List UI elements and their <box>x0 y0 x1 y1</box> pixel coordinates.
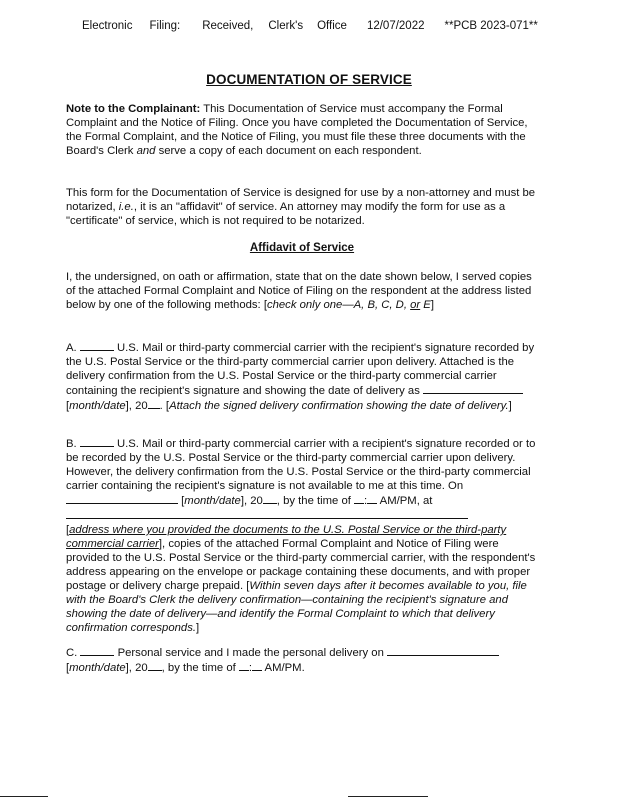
option-a-letter: A. <box>66 342 77 354</box>
header-date: 12/07/2022 <box>366 20 425 32</box>
option-b-hour-blank[interactable] <box>354 493 364 504</box>
note-text-1: This Documentation of Service must accompany the Formal Complaint and the Notice of Filing. Once you have completed the Documentation of Service, the Formal Complaint, and the Notice of Filing, you must file these three documents with the Board's Clerk <box>66 103 528 157</box>
option-a-instruction: Attach the signed delivery confirmation showing the date of delivery. <box>169 400 509 412</box>
header-received: Received, <box>202 20 254 32</box>
footer-rule-left <box>0 796 48 797</box>
option-c-text: Personal service and I made the personal delivery on <box>114 647 387 659</box>
option-b-paragraph: B. U.S. Mail or third-party commercial carrier with a recipient's signature recorded or to be recorded by the U.S. Postal Service or the third-party commercial carrier upon delivery. However, the delivery confirmation from the U.S. Postal Service or the third-party commercial carrier containing the recipient's signature is not available to me at this time. On [month/date], 20 , by the time of : AM/PM, at [address where you provided the documents to the U.S. Postal Service or the third-party commercial carrier], copies of the attached Formal Complaint and Notice of Filing were provided to the U.S. Postal Service or the third-party commercial carrier, with the respondent's address appearing on the envelope or package containing these documents, and with proper postage or delivery charge prepaid. [Within seven days after it becomes available to you, file with the Board's Clerk the delivery confirmation—containing the recipient's signature and showing the date of delivery—and identify the Formal Complaint to which that delivery confirmation corresponds.] <box>66 438 536 634</box>
option-b-text-2: ], copies of the attached Formal Complaint and Notice of Filing were provided to the U.S. Postal Service or the third-party commercial carrier, with the respondent's address appearing on the envelope or package containing these documents, and with proper postage or delivery charge prepaid. [ <box>66 538 536 592</box>
intro-text: I, the undersigned, on oath or affirmation, state that on the date shown below, I served copies of the attached Formal Complaint and Notice of Filing on the respondent at the address listed below by one of the following methods: [ <box>66 271 532 311</box>
option-c-date-blank[interactable] <box>387 645 499 656</box>
option-b-month: month/date <box>184 495 241 507</box>
header-clerks: Clerk's <box>268 20 304 32</box>
option-b-time-text: , by the time of <box>276 495 355 507</box>
option-c-hour-blank[interactable] <box>239 660 249 671</box>
option-a-year: ], 20 <box>125 400 148 412</box>
option-a-checkbox-blank[interactable] <box>80 340 114 351</box>
option-b-address-blank[interactable] <box>66 508 468 519</box>
header-case-number: **PCB 2023-071** <box>444 20 538 32</box>
option-a-month: month/date <box>69 400 126 412</box>
option-a-date-blank[interactable] <box>423 383 523 394</box>
option-c-time: , by the time of <box>161 662 239 674</box>
note-text-2: serve a copy of each document on each respondent. <box>155 145 422 157</box>
header-office: Office <box>317 20 347 32</box>
option-c-year-blank[interactable] <box>148 660 162 671</box>
form-note-ie: i.e. <box>118 201 134 213</box>
option-b-checkbox-blank[interactable] <box>80 436 114 447</box>
intro-italic: check only one—A, B, C, D, <box>266 299 411 311</box>
option-b-date-blank[interactable] <box>66 493 178 504</box>
option-c-ampm: AM/PM. <box>262 662 305 674</box>
note-label: Note to the Complainant: <box>66 103 201 115</box>
form-note-text-2: , it is an "affidavit" of service. An attorney may modify the form for use as a "certificate" of service, which is not required to be notarized. <box>66 201 506 227</box>
option-a-year-blank[interactable] <box>148 398 160 409</box>
option-b-letter: B. <box>66 438 77 450</box>
option-b-minute-blank[interactable] <box>367 493 377 504</box>
option-c-letter: C. <box>66 647 78 659</box>
filing-header <box>82 20 552 32</box>
intro-close: ] <box>430 299 434 311</box>
option-c-minute-blank[interactable] <box>252 660 262 671</box>
option-b-year: ], 20 <box>240 495 263 507</box>
option-b-address-instruction: address where you provided the documents to the U.S. Postal Service or the third-party commercial carrier <box>66 524 507 550</box>
intro-or: or <box>410 299 421 311</box>
option-a-paragraph: A. U.S. Mail or third-party commercial carrier with the recipient's signature recorded by the U.S. Postal Service or the third-party commercial carrier upon delivery. Attached is the delivery confirmation from the U.S. Postal Service or the third-party commercial carrier containing the recipient's signature and showing the date of delivery as [month/date], 20 . [Attach the signed delivery confirmation showing the date of delivery.] <box>66 342 535 412</box>
option-b-ampm-at: AM/PM, at <box>377 495 433 507</box>
option-c-paragraph: C. Personal service and I made the personal delivery on [month/date], 20 , by the time of : AM/PM. <box>66 645 544 675</box>
option-c-year: ], 20 <box>125 662 148 674</box>
option-c-checkbox-blank[interactable] <box>80 645 114 656</box>
intro-paragraph <box>66 270 544 312</box>
header-electronic: Electronic <box>82 20 133 32</box>
option-b-text-1: U.S. Mail or third-party commercial carrier with a recipient's signature recorded or to be recorded by the U.S. Postal Service or the third-party commercial carrier upon delivery. However, the delivery confirmation from the U.S. Postal Service or the third-party commercial carrier containing the recipient's signature is not available to me at this time. On <box>66 438 536 492</box>
option-b-year-blank[interactable] <box>263 493 277 504</box>
intro-e: E <box>420 299 431 311</box>
option-c-month: month/date <box>69 662 126 674</box>
form-note-paragraph <box>66 186 544 228</box>
affidavit-heading: Affidavit of Service <box>249 242 355 254</box>
note-and: and <box>136 145 156 157</box>
option-b-instruction: Within seven days after it becomes available to you, file with the Board's Clerk the delivery confirmation—containing the recipient's signature and showing the date of delivery—and identify the Formal Complaint to which that delivery confirmation corresponds. <box>66 580 527 634</box>
note-paragraph <box>66 102 544 158</box>
form-note-text-1: This form for the Documentation of Service is designed for use by a non-attorney and must be notarized, <box>66 187 536 213</box>
option-a-text: U.S. Mail or third-party commercial carrier with the recipient's signature recorded by the U.S. Postal Service or the third-party commercial carrier upon delivery. Attached is the delivery confirmation from the U.S. Postal Service or the third-party commercial carrier containing the recipient's signature and showing the date of delivery as <box>66 342 535 397</box>
footer-rule-right <box>348 796 428 797</box>
header-filing: Filing: <box>149 20 181 32</box>
page-title: DOCUMENTATION OF SERVICE <box>206 72 412 87</box>
